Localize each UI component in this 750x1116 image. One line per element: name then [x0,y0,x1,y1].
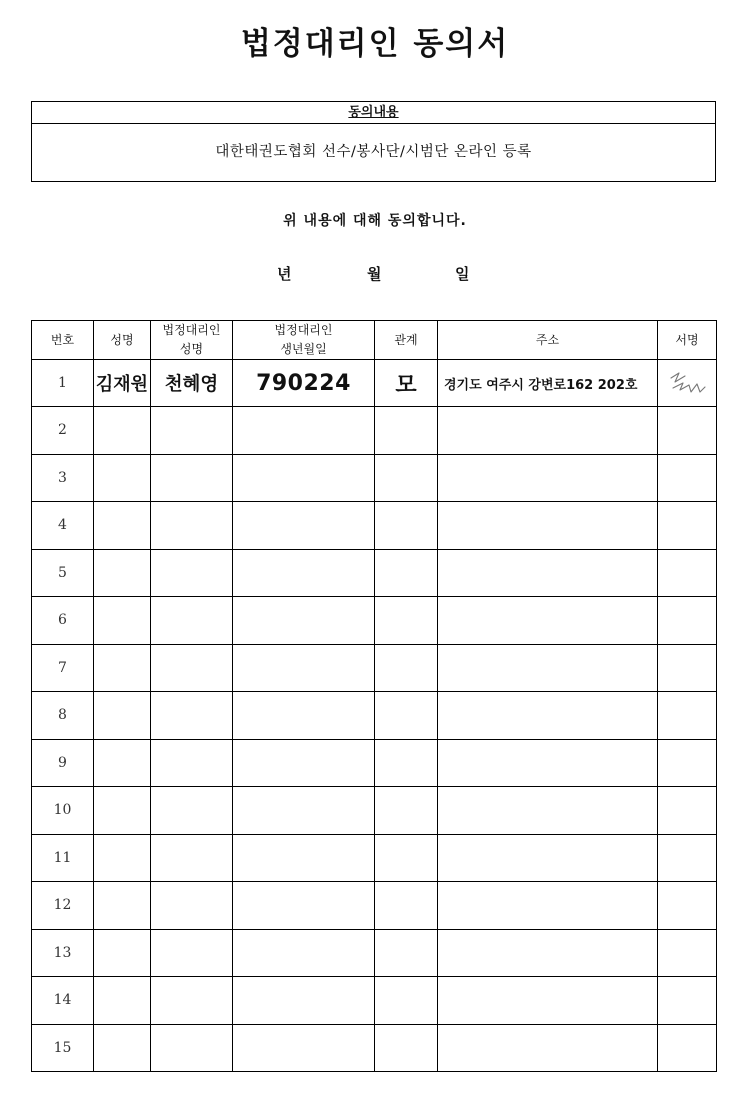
cell-guardian-name[interactable] [151,787,233,835]
cell-guardian-name[interactable] [151,834,233,882]
cell-relation[interactable] [375,882,438,930]
cell-relation[interactable] [375,787,438,835]
cell-signature[interactable] [658,977,717,1025]
cell-guardian-birth[interactable] [233,597,375,645]
table-row [32,692,717,740]
cell-address[interactable] [438,929,658,977]
cell-guardian-birth[interactable] [233,882,375,930]
cell-guardian-name[interactable] [151,929,233,977]
cell-guardian-birth[interactable] [233,977,375,1025]
consent-header-label: 동의내용 [348,105,399,120]
cell-relation[interactable] [375,597,438,645]
cell-signature[interactable] [658,739,717,787]
cell-guardian-birth[interactable] [233,644,375,692]
header-guardian-name-line2: 성명 [179,342,204,356]
cell-relation[interactable] [375,644,438,692]
row-number: 3 [32,454,94,502]
cell-guardian-name[interactable] [151,549,233,597]
consent-table [31,320,717,1072]
cell-guardian-birth[interactable] [233,787,375,835]
cell-name[interactable] [94,407,151,455]
cell-relation[interactable] [375,739,438,787]
cell-relation[interactable]: 모 [375,360,438,407]
date-day-label: 일 [455,265,470,283]
cell-address[interactable] [438,597,658,645]
cell-guardian-birth[interactable] [233,454,375,502]
cell-guardian-name[interactable] [151,882,233,930]
cell-guardian-name[interactable] [151,502,233,550]
table-row [32,1024,717,1072]
row-number: 15 [32,1024,94,1072]
date-year-label: 년 [277,265,292,283]
row-number: 6 [32,597,94,645]
cell-signature[interactable] [658,787,717,835]
row-number: 8 [32,692,94,740]
cell-name[interactable] [94,549,151,597]
cell-name[interactable] [94,644,151,692]
consent-header [32,102,715,124]
row-number: 2 [32,407,94,455]
cell-name[interactable] [94,977,151,1025]
cell-signature[interactable] [658,644,717,692]
row-number: 10 [32,787,94,835]
document-title: 법정대리인 동의서 [240,26,510,62]
cell-guardian-birth[interactable] [233,929,375,977]
cell-address[interactable] [438,977,658,1025]
header-guardian-name [151,321,233,360]
table-header-row [32,321,717,360]
cell-name[interactable] [94,597,151,645]
cell-guardian-name[interactable] [151,454,233,502]
signature-icon [665,368,709,398]
row-number: 5 [32,549,94,597]
cell-name[interactable]: 김재원 [94,360,151,407]
cell-name[interactable] [94,502,151,550]
table-row [32,834,717,882]
cell-address[interactable] [438,692,658,740]
row-number: 11 [32,834,94,882]
header-guardian-birth [233,321,375,360]
cell-name[interactable] [94,929,151,977]
header-guardian-birth-line1: 법정대리인 [274,323,333,337]
cell-relation[interactable] [375,1024,438,1072]
table-row [32,929,717,977]
cell-name[interactable] [94,834,151,882]
cell-guardian-birth[interactable] [233,739,375,787]
cell-guardian-name[interactable] [151,407,233,455]
cell-name[interactable] [94,787,151,835]
cell-signature[interactable] [658,1024,717,1072]
table-row [32,739,717,787]
cell-relation[interactable] [375,502,438,550]
cell-name[interactable] [94,739,151,787]
cell-relation[interactable] [375,977,438,1025]
header-number: 번호 [32,321,94,360]
table-row [32,597,717,645]
cell-signature[interactable] [658,407,717,455]
consent-box [31,101,716,182]
cell-signature[interactable] [658,454,717,502]
cell-relation[interactable] [375,407,438,455]
table-row [32,454,717,502]
cell-address[interactable] [438,407,658,455]
cell-name[interactable] [94,692,151,740]
header-name: 성명 [94,321,151,360]
cell-signature[interactable] [658,882,717,930]
cell-relation[interactable] [375,549,438,597]
cell-address[interactable] [438,1024,658,1072]
cell-address[interactable] [438,502,658,550]
cell-signature[interactable] [658,597,717,645]
cell-relation[interactable] [375,929,438,977]
cell-guardian-birth[interactable] [233,834,375,882]
cell-relation[interactable] [375,692,438,740]
cell-guardian-name[interactable] [151,1024,233,1072]
header-guardian-birth-line2: 생년월일 [280,342,327,356]
header-guardian-name-line1: 법정대리인 [162,323,221,337]
row-number: 12 [32,882,94,930]
row-number: 13 [32,929,94,977]
cell-guardian-name[interactable] [151,692,233,740]
cell-name[interactable] [94,882,151,930]
cell-relation[interactable] [375,834,438,882]
table-row [32,787,717,835]
cell-address[interactable] [438,739,658,787]
cell-signature[interactable] [658,834,717,882]
consent-content: 대한태권도협회 선수/봉사단/시범단 온라인 등록 [215,144,532,160]
table-row [32,360,717,407]
date-month-label: 월 [367,265,382,283]
row-number: 1 [32,360,94,407]
cell-name[interactable] [94,454,151,502]
cell-guardian-birth[interactable] [233,502,375,550]
table-row [32,644,717,692]
cell-signature[interactable] [658,502,717,550]
table-row [32,977,717,1025]
row-number: 4 [32,502,94,550]
table-row [32,549,717,597]
table-row [32,502,717,550]
cell-guardian-birth[interactable] [233,549,375,597]
cell-guardian-name[interactable] [151,644,233,692]
cell-address[interactable] [438,787,658,835]
row-number: 9 [32,739,94,787]
cell-address[interactable] [438,549,658,597]
table-row [32,882,717,930]
header-address: 주소 [438,321,658,360]
cell-address[interactable] [438,882,658,930]
cell-signature[interactable] [658,929,717,977]
header-signature: 서명 [658,321,717,360]
cell-signature[interactable] [658,692,717,740]
cell-signature[interactable] [658,360,717,407]
cell-signature[interactable] [658,549,717,597]
cell-guardian-birth[interactable] [233,407,375,455]
cell-address[interactable] [438,834,658,882]
agreement-statement: 위 내용에 대해 동의합니다. [283,213,467,229]
cell-guardian-name[interactable]: 천혜영 [151,360,233,407]
cell-guardian-birth[interactable]: 790224 [233,360,375,407]
cell-relation[interactable] [375,454,438,502]
cell-guardian-name[interactable] [151,739,233,787]
cell-guardian-name[interactable] [151,597,233,645]
header-relation: 관계 [375,321,438,360]
cell-guardian-birth[interactable] [233,1024,375,1072]
cell-name[interactable] [94,1024,151,1072]
cell-address[interactable] [438,454,658,502]
cell-guardian-birth[interactable] [233,692,375,740]
cell-address[interactable] [438,644,658,692]
cell-address[interactable]: 경기도 여주시 강변로162 202호 [438,360,658,407]
table-row [32,407,717,455]
cell-guardian-name[interactable] [151,977,233,1025]
row-number: 14 [32,977,94,1025]
row-number: 7 [32,644,94,692]
